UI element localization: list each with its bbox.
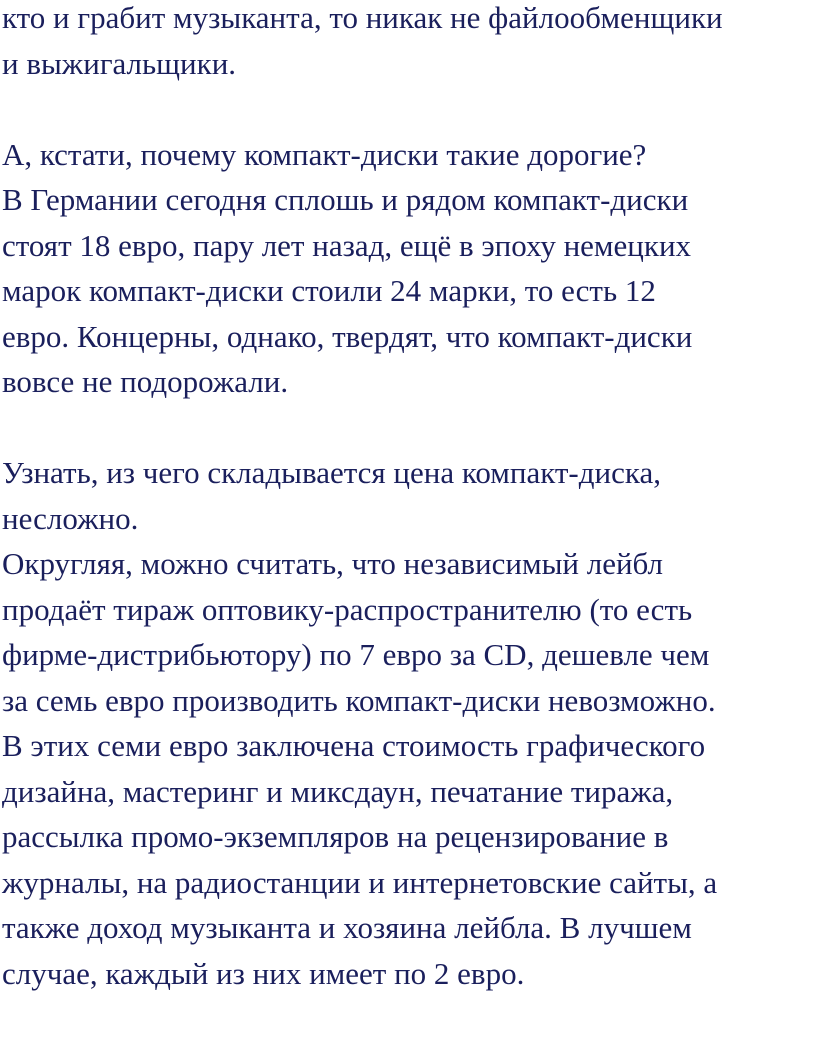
text-line: Округляя, можно считать, что независимый лейбл — [2, 546, 664, 581]
text-line: В Германии сегодня сплошь и рядом компакт-диски — [2, 182, 689, 217]
text-line: Узнать, из чего складывается цена компакт-диска, — [2, 455, 661, 490]
text-line: за семь евро производить компакт-диски невозможно. — [2, 682, 716, 718]
text-line: дизайна, мастеринг и миксдаун, печатание тиража, — [2, 773, 674, 809]
text-line: вовсе не подорожали. — [2, 364, 289, 399]
text-line: В этих семи евро заключена стоимость графического — [2, 728, 706, 763]
text-line: продаёт тираж оптовику-распространителю (то есть — [2, 591, 693, 627]
paragraph-gap — [2, 405, 816, 451]
text-line: марок компакт-диски стоили 24 марки, то есть 12 — [2, 273, 656, 308]
text-line: журналы, на радиостанции и интернетовские сайты, а — [2, 864, 718, 900]
text-line: несложно. — [2, 500, 139, 536]
text-line: и выжигальщики. — [2, 45, 237, 81]
text-line: евро. Концерны, однако, твердят, что компакт-диски — [2, 318, 693, 354]
paragraph-gap — [2, 86, 816, 132]
text-line: кто и грабит музыканта, то никак не файлообменщики — [2, 0, 723, 35]
text-line: случае, каждый из них имеет по 2 евро. — [2, 955, 525, 991]
text-line: фирме-дистрибьютору) по 7 евро за CD, дешевле чем — [2, 637, 710, 672]
text-line: стоят 18 евро, пару лет назад, ещё в эпоху немецких — [2, 227, 692, 263]
text-line: также доход музыканта и хозяина лейбла. В лучшем — [2, 910, 692, 945]
text-line: А, кстати, почему компакт-диски такие дорогие? — [2, 136, 647, 172]
text-line: рассылка промо-экземпляров на рецензирование в — [2, 819, 669, 854]
